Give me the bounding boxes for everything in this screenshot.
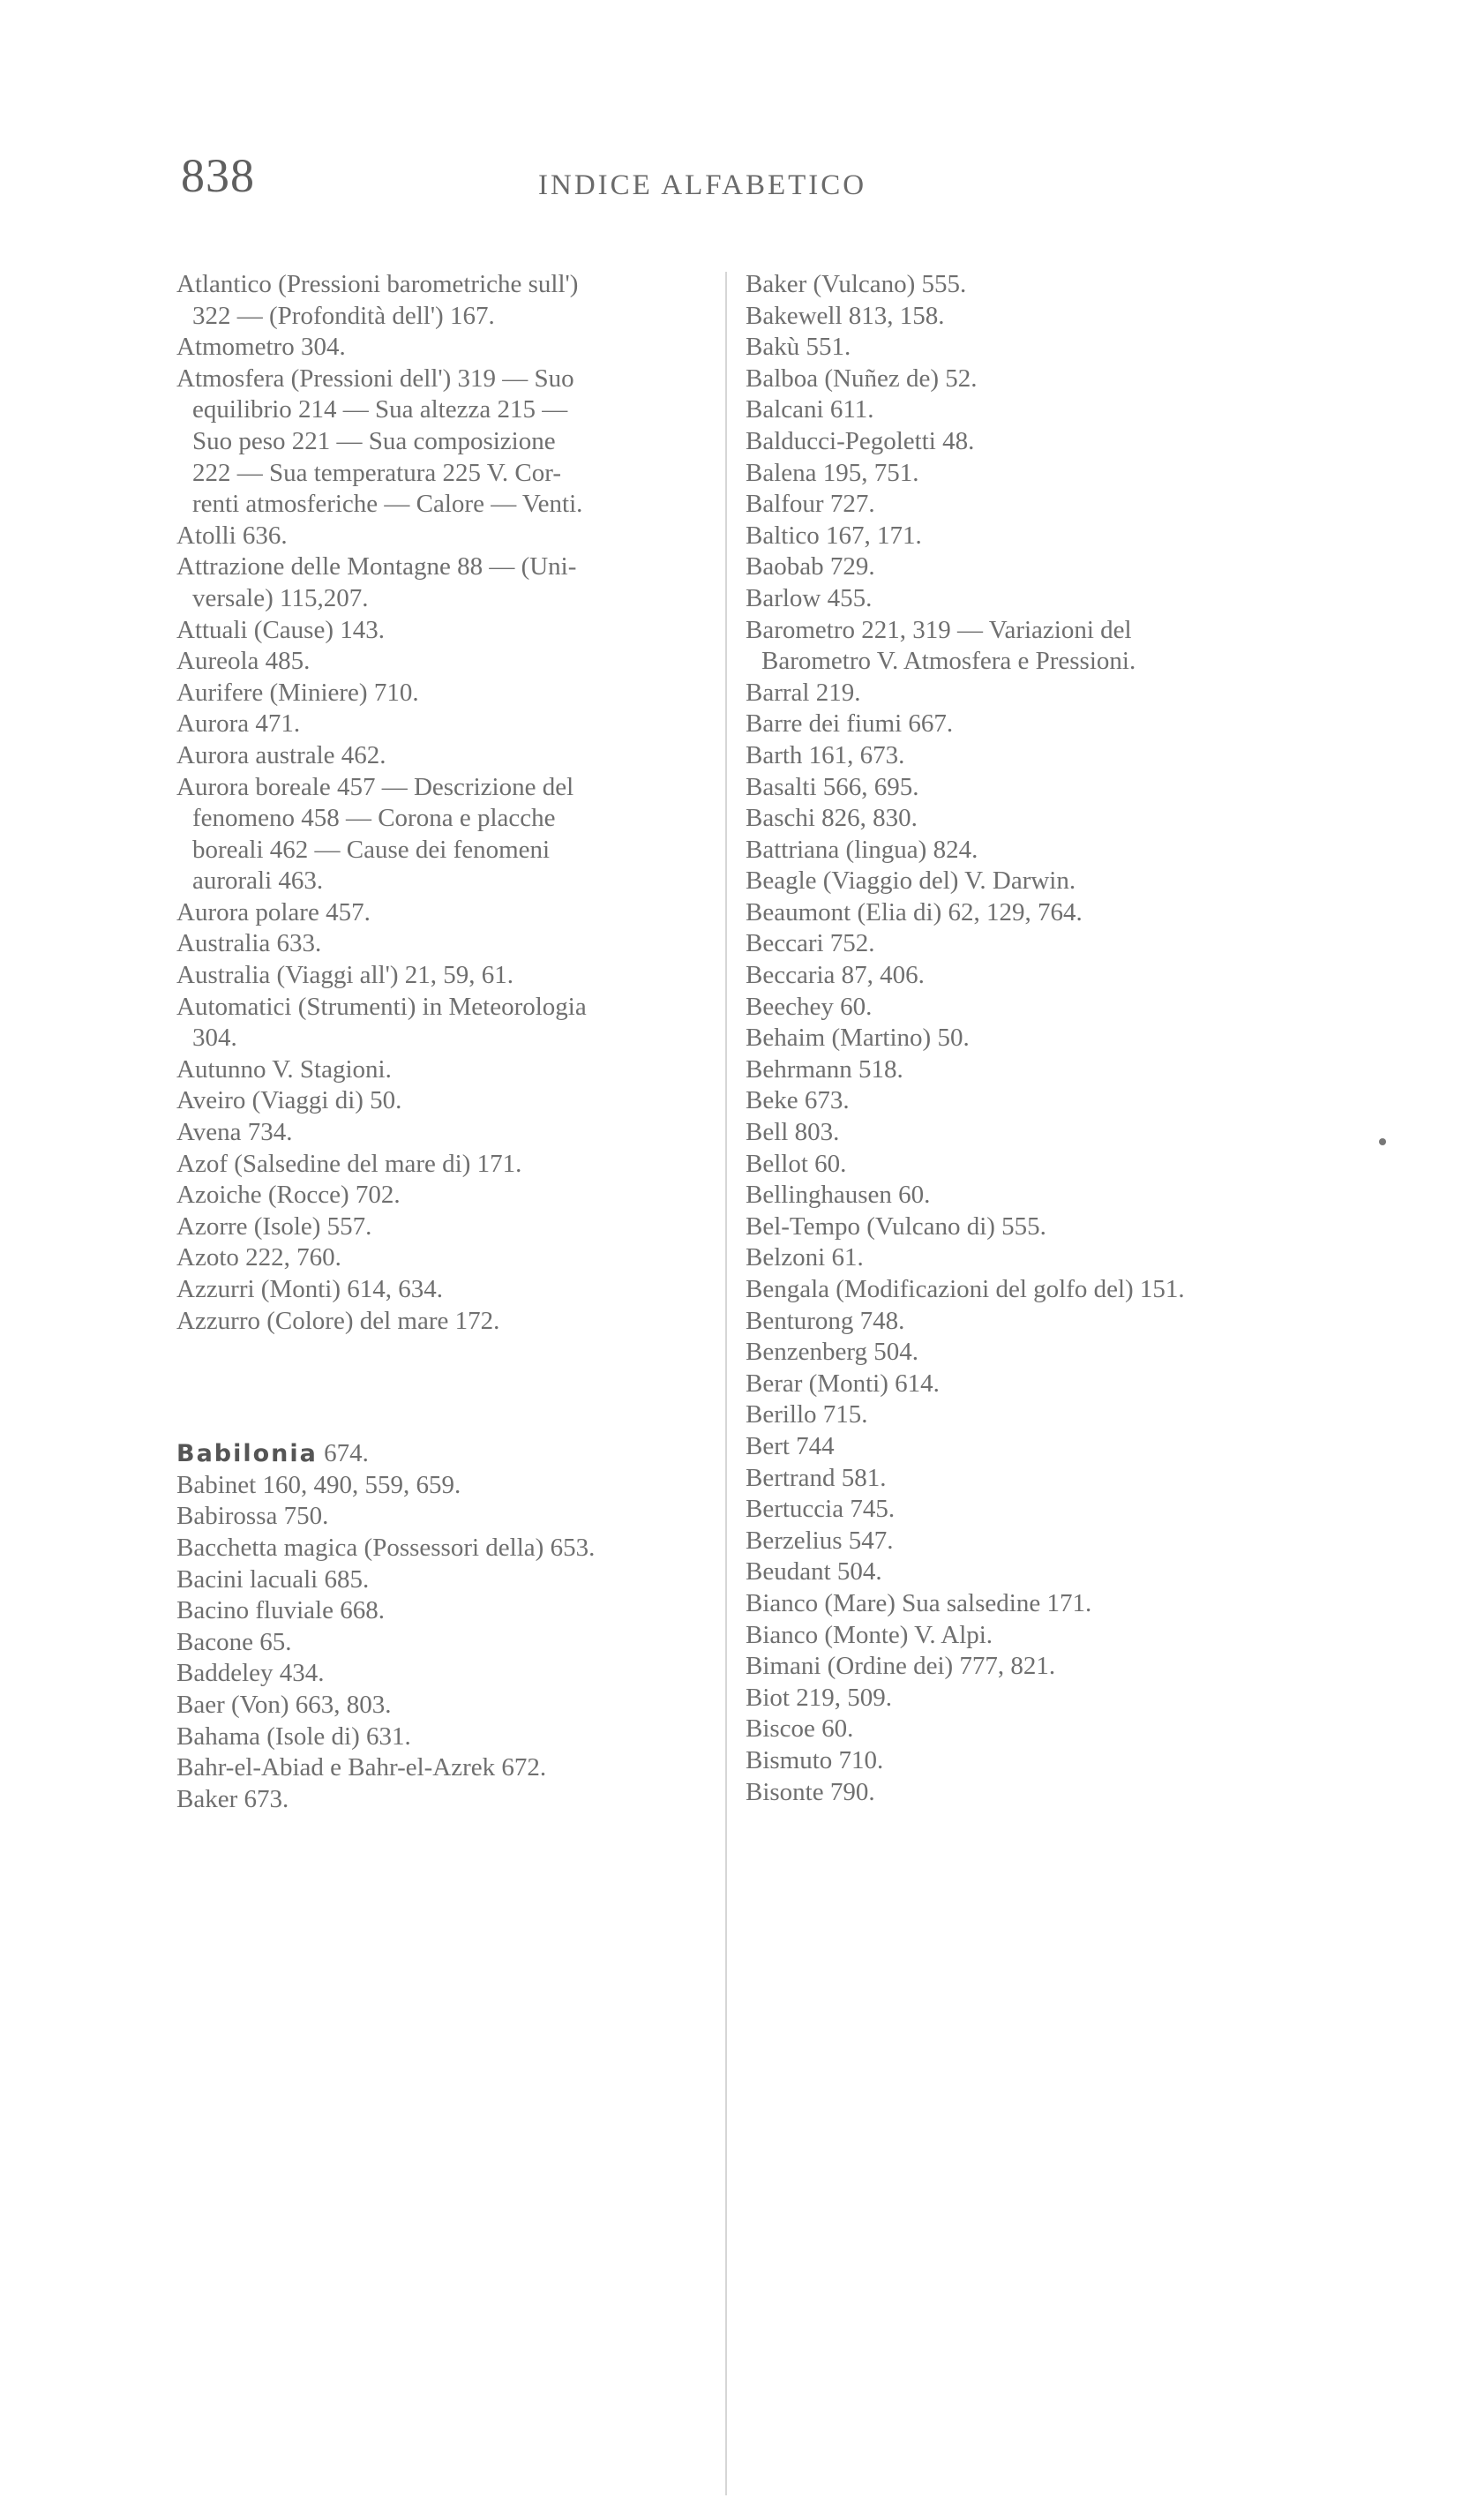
index-entry bbox=[746, 1745, 1337, 1777]
index-entry bbox=[176, 521, 723, 552]
index-entry bbox=[746, 1274, 1337, 1306]
index-entry bbox=[746, 1085, 1337, 1117]
index-entry-line: Bisonte 790. bbox=[746, 1777, 875, 1806]
index-entry bbox=[746, 1117, 1337, 1149]
index-entry-line: Aurora polare 457. bbox=[176, 897, 371, 926]
index-entry-line: Australia (Viaggi all') 21, 59, 61. bbox=[176, 961, 514, 990]
index-entry-line: Beudant 504. bbox=[746, 1557, 882, 1587]
index-entry-line: Azorre (Isole) 557. bbox=[176, 1211, 372, 1241]
index-entry bbox=[746, 1337, 1337, 1369]
index-entries-a bbox=[176, 269, 723, 1337]
index-entry bbox=[746, 1588, 1337, 1620]
index-entry-line: Atlantico (Pressioni barometriche sull') bbox=[176, 270, 579, 298]
index-entry bbox=[176, 1117, 723, 1149]
index-entry bbox=[746, 1023, 1337, 1054]
index-entry-line: Barral 219. bbox=[746, 678, 861, 707]
index-entry-line: Balena 195, 751. bbox=[746, 458, 919, 487]
index-entry bbox=[176, 897, 723, 929]
index-entry bbox=[746, 1463, 1337, 1495]
index-entry-line: Azof (Salsedine del mare di) 171. bbox=[176, 1149, 522, 1178]
index-entry-line: Baddeley 434. bbox=[176, 1659, 325, 1688]
index-entry bbox=[746, 709, 1337, 740]
index-entry bbox=[746, 866, 1337, 897]
index-entry bbox=[176, 1306, 723, 1338]
index-entry-line: Barre dei fiumi 667. bbox=[746, 709, 954, 739]
index-entry-line: Bacone 65. bbox=[176, 1627, 292, 1656]
index-entry-line: Attrazione delle Montagne 88 — (Uni- bbox=[176, 552, 577, 581]
index-entry bbox=[746, 803, 1337, 835]
index-entry-line: Balcani 611. bbox=[746, 395, 874, 424]
index-entry bbox=[746, 1149, 1337, 1181]
index-entry-line: Atmometro 304. bbox=[176, 333, 346, 362]
index-entry-line: Barometro 221, 319 — Variazioni del bbox=[746, 615, 1132, 644]
index-entry-line: Basalti 566, 695. bbox=[746, 772, 919, 801]
index-entry bbox=[176, 1533, 723, 1564]
index-entry bbox=[746, 1683, 1337, 1714]
index-entry-line: equilibrio 214 — Sua altezza 215 — bbox=[192, 395, 568, 424]
index-entry-line: Azzurro (Colore) del mare 172. bbox=[176, 1306, 500, 1335]
index-entry bbox=[746, 269, 1337, 301]
index-entry bbox=[746, 551, 1337, 583]
index-column-right bbox=[746, 269, 1337, 1808]
index-entry-line: fenomeno 458 — Corona e placche bbox=[192, 804, 556, 833]
index-entry-line: Balducci-Pegoletti 48. bbox=[746, 426, 975, 455]
index-entry bbox=[746, 960, 1337, 992]
index-entry bbox=[746, 332, 1337, 364]
index-entry bbox=[176, 1658, 723, 1690]
index-entry bbox=[746, 772, 1337, 804]
index-entry bbox=[746, 1714, 1337, 1745]
index-entry-line: Bismuto 710. bbox=[746, 1745, 884, 1774]
index-entry-line: Baobab 729. bbox=[746, 552, 875, 581]
index-entry-line: Berar (Monti) 614. bbox=[746, 1369, 940, 1398]
index-entry bbox=[746, 394, 1337, 426]
index-entry bbox=[746, 1242, 1337, 1274]
index-entry bbox=[176, 1085, 723, 1117]
index-entry-line: Bahr-el-Abiad e Bahr-el-Azrek 672. bbox=[176, 1753, 547, 1782]
index-entry-line: versale) 115,207. bbox=[192, 583, 369, 612]
index-entry-line: Bimani (Ordine dei) 777, 821. bbox=[746, 1652, 1056, 1681]
index-entry-line: Balfour 727. bbox=[746, 490, 875, 519]
index-entry bbox=[176, 678, 723, 709]
index-entry-line: Babirossa 750. bbox=[176, 1502, 329, 1531]
index-entry-line: Beechey 60. bbox=[746, 992, 873, 1021]
index-entry bbox=[746, 1777, 1337, 1809]
index-entry bbox=[746, 1494, 1337, 1526]
index-entry bbox=[176, 646, 723, 678]
index-entry-line: Attuali (Cause) 143. bbox=[176, 615, 385, 644]
index-entry-line: Berzelius 547. bbox=[746, 1526, 894, 1555]
index-entry-line: Azzurri (Monti) 614, 634. bbox=[176, 1275, 444, 1303]
index-entry bbox=[746, 1211, 1337, 1243]
page-number: 838 bbox=[181, 149, 255, 202]
index-entries-right bbox=[746, 269, 1337, 1808]
index-entry-line: Aurora boreale 457 — Descrizione del bbox=[176, 772, 574, 801]
index-entry-line: Bertuccia 745. bbox=[746, 1495, 896, 1524]
index-entry bbox=[746, 583, 1337, 615]
index-entry-line: Bert 744 bbox=[746, 1431, 835, 1460]
index-entry-line: Baker 673. bbox=[176, 1784, 289, 1813]
index-entry-line: aurorali 463. bbox=[192, 866, 324, 896]
index-entry bbox=[176, 709, 723, 740]
section-head-entry bbox=[176, 1438, 723, 1470]
index-entry bbox=[176, 1470, 723, 1502]
running-head: INDICE ALFABETICO bbox=[538, 169, 867, 201]
index-entry-line: Beagle (Viaggio del) V. Darwin. bbox=[746, 866, 1076, 896]
index-entry bbox=[746, 301, 1337, 333]
index-entry bbox=[176, 364, 723, 521]
index-entry-line: Autunno V. Stagioni. bbox=[176, 1054, 392, 1084]
index-entry bbox=[746, 678, 1337, 709]
index-entry-line: Azoto 222, 760. bbox=[176, 1243, 341, 1272]
index-entry bbox=[176, 1722, 723, 1753]
index-entry bbox=[176, 615, 723, 647]
index-entry-line: Barometro V. Atmosfera e Pressioni. bbox=[761, 647, 1136, 676]
index-entry-line: Baschi 826, 830. bbox=[746, 804, 918, 833]
index-entry bbox=[176, 740, 723, 772]
index-entry-line: Barth 161, 673. bbox=[746, 740, 905, 769]
index-entry bbox=[746, 835, 1337, 866]
index-entry-line: Aurora australe 462. bbox=[176, 740, 386, 769]
index-entry bbox=[176, 960, 723, 992]
index-entry bbox=[746, 740, 1337, 772]
index-entry-line: Bell 803. bbox=[746, 1118, 840, 1147]
index-entry-line: Bengala (Modificazioni del golfo del) 151. bbox=[746, 1275, 1185, 1303]
index-entry bbox=[176, 1627, 723, 1659]
index-entry-line: Benzenberg 504. bbox=[746, 1338, 918, 1367]
index-entry-line: Balboa (Nuñez de) 52. bbox=[746, 364, 978, 393]
index-entry-line: Bertrand 581. bbox=[746, 1463, 887, 1492]
index-entry-line: Beaumont (Elia di) 62, 129, 764. bbox=[746, 897, 1083, 926]
index-entry-line: Barlow 455. bbox=[746, 583, 873, 612]
index-entry-line: Berillo 715. bbox=[746, 1400, 868, 1429]
index-entry-line: 322 — (Profondità dell') 167. bbox=[192, 301, 495, 330]
index-entry-line: Bel-Tempo (Vulcano di) 555. bbox=[746, 1211, 1046, 1241]
index-entry-line: Aurora 471. bbox=[176, 709, 301, 739]
index-entry-line: Behaim (Martino) 50. bbox=[746, 1024, 970, 1053]
index-entry-line: Suo peso 221 — Sua composizione bbox=[192, 426, 556, 455]
section-head-page: 674. bbox=[324, 1439, 369, 1468]
index-column-left bbox=[176, 269, 723, 1815]
index-entry-line: renti atmosferiche — Calore — Venti. bbox=[192, 490, 583, 519]
index-entry-line: Azoiche (Rocce) 702. bbox=[176, 1181, 401, 1210]
index-entry-line: Biot 219, 509. bbox=[746, 1683, 892, 1712]
index-entry bbox=[176, 1690, 723, 1722]
index-entry bbox=[176, 1752, 723, 1784]
index-entry-line: 304. bbox=[192, 1024, 237, 1053]
index-entry bbox=[176, 928, 723, 960]
index-entry-line: Biscoe 60. bbox=[746, 1714, 854, 1744]
index-entry bbox=[176, 269, 723, 332]
index-entry bbox=[176, 1274, 723, 1306]
index-entry bbox=[746, 489, 1337, 521]
index-entry bbox=[746, 1369, 1337, 1400]
index-entry bbox=[176, 1242, 723, 1274]
index-entry bbox=[176, 1501, 723, 1533]
index-entry bbox=[746, 1180, 1337, 1211]
index-entry-line: boreali 462 — Cause dei fenomeni bbox=[192, 835, 551, 864]
index-entry bbox=[176, 1054, 723, 1086]
index-entry bbox=[746, 615, 1337, 678]
index-entry-line: Atolli 636. bbox=[176, 521, 288, 550]
index-entry-line: Babinet 160, 490, 559, 659. bbox=[176, 1470, 461, 1499]
index-entry bbox=[176, 1595, 723, 1627]
index-entry bbox=[746, 426, 1337, 458]
index-entry bbox=[746, 1557, 1337, 1588]
index-entry bbox=[746, 928, 1337, 960]
index-entry-line: 222 — Sua temperatura 225 V. Cor- bbox=[192, 458, 561, 487]
index-entry-line: Bahama (Isole di) 631. bbox=[176, 1722, 411, 1751]
index-entry-line: Australia 633. bbox=[176, 929, 322, 958]
index-entry-line: Baer (Von) 663, 803. bbox=[176, 1690, 392, 1719]
index-entry bbox=[176, 551, 723, 614]
index-entry bbox=[746, 1620, 1337, 1652]
index-entry-line: Aurifere (Miniere) 710. bbox=[176, 678, 419, 707]
index-entry-line: Bacchetta magica (Possessori della) 653. bbox=[176, 1533, 596, 1562]
index-entry bbox=[176, 332, 723, 364]
index-entry bbox=[746, 1651, 1337, 1683]
index-entry-line: Bianco (Mare) Sua salsedine 171. bbox=[746, 1588, 1092, 1617]
index-entry-line: Belzoni 61. bbox=[746, 1243, 864, 1272]
index-entry bbox=[746, 897, 1337, 929]
section-head-babilonia: Babilonia bbox=[176, 1440, 318, 1468]
index-entry bbox=[746, 364, 1337, 395]
index-entry bbox=[176, 1784, 723, 1816]
index-entries-b bbox=[176, 1470, 723, 1816]
index-entry bbox=[746, 458, 1337, 490]
margin-dot bbox=[1379, 1138, 1386, 1145]
index-entry-line: Bakewell 813, 158. bbox=[746, 301, 945, 330]
index-entry bbox=[746, 1431, 1337, 1463]
index-entry-line: Bellot 60. bbox=[746, 1149, 847, 1178]
index-entry-line: Automatici (Strumenti) in Meteorologia bbox=[176, 992, 587, 1021]
index-entry-line: Beccaria 87, 406. bbox=[746, 961, 925, 990]
index-entry bbox=[176, 992, 723, 1054]
index-entry-line: Beccari 752. bbox=[746, 929, 875, 958]
section-gap bbox=[176, 1337, 723, 1438]
index-entry-line: Baker (Vulcano) 555. bbox=[746, 270, 967, 298]
index-entry bbox=[746, 1526, 1337, 1557]
index-entry-line: Atmosfera (Pressioni dell') 319 — Suo bbox=[176, 364, 574, 393]
index-entry-line: Bianco (Monte) V. Alpi. bbox=[746, 1620, 993, 1649]
index-entry bbox=[176, 772, 723, 897]
index-entry-line: Behrmann 518. bbox=[746, 1054, 903, 1084]
index-entry bbox=[176, 1180, 723, 1211]
index-entry bbox=[746, 992, 1337, 1024]
index-entry-line: Aveiro (Viaggi di) 50. bbox=[176, 1086, 402, 1115]
index-entry-line: Bacini lacuali 685. bbox=[176, 1564, 370, 1594]
index-entry-line: Avena 734. bbox=[176, 1118, 293, 1147]
index-entry-line: Battriana (lingua) 824. bbox=[746, 835, 978, 864]
index-entry-line: Bacino fluviale 668. bbox=[176, 1596, 385, 1625]
index-entry-line: Benturong 748. bbox=[746, 1306, 905, 1335]
index-entry bbox=[746, 1054, 1337, 1086]
index-entry bbox=[176, 1149, 723, 1181]
index-entry bbox=[176, 1564, 723, 1596]
index-entry-line: Baltico 167, 171. bbox=[746, 521, 922, 550]
index-entry-line: Beke 673. bbox=[746, 1086, 850, 1115]
index-entry bbox=[746, 521, 1337, 552]
index-entry bbox=[746, 1306, 1337, 1338]
index-entry bbox=[176, 1211, 723, 1243]
index-entry-line: Bakù 551. bbox=[746, 333, 851, 362]
index-entry bbox=[746, 1399, 1337, 1431]
index-entry-line: Aureola 485. bbox=[176, 647, 311, 676]
column-divider bbox=[725, 272, 727, 2495]
index-entry-line: Bellinghausen 60. bbox=[746, 1181, 931, 1210]
